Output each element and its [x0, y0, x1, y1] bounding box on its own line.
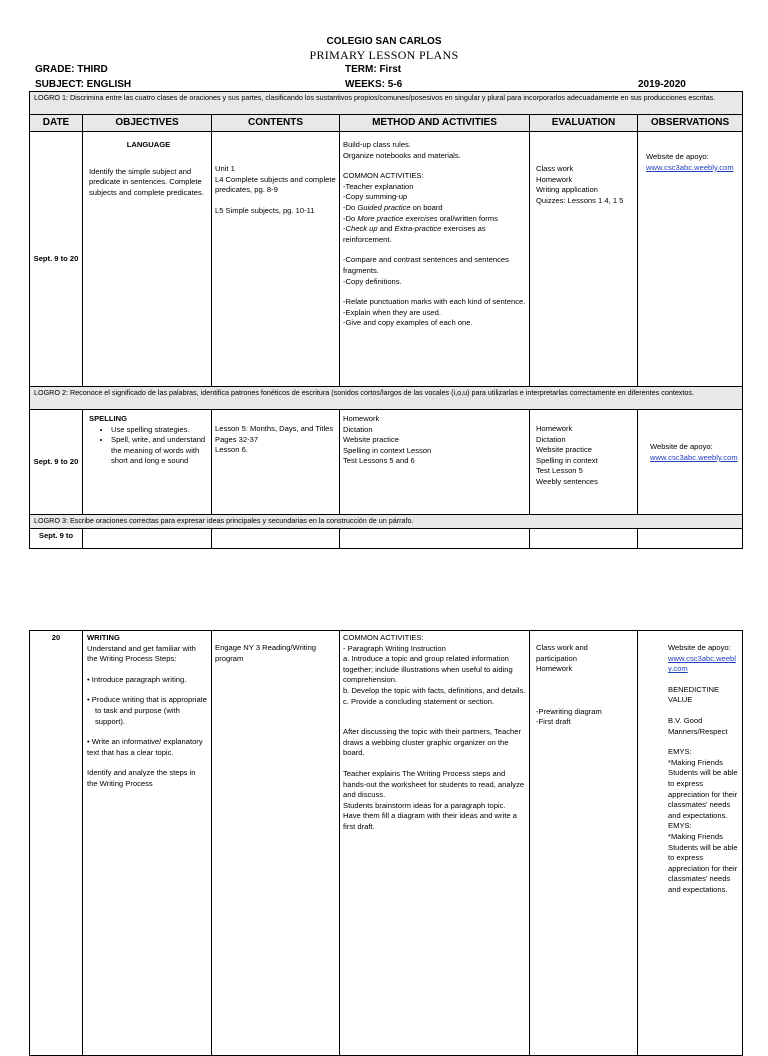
method-cell	[340, 631, 530, 1056]
evaluation-cell	[530, 132, 638, 387]
evaluation-cell	[530, 529, 638, 549]
content-line: Lesson 5: Months, Days, and Titles	[215, 424, 334, 433]
objective-item: • Write an informative/ explanatory text that has a clear topic.	[87, 737, 203, 757]
method-line: Organize notebooks and materials.	[343, 150, 461, 160]
method-cell	[340, 529, 530, 549]
evaluation-item: -Prewriting diagram	[536, 706, 602, 716]
emys-text: *Making Friends Students will be able to express appreciation for their classmates' needs and expectations.	[668, 831, 738, 894]
support-website-label: Website de apoyo:	[650, 442, 713, 451]
benedictine-value: B.V. Good Manners/Respect	[668, 715, 728, 736]
logro-3-row	[30, 515, 743, 529]
method-cell	[340, 132, 530, 387]
evaluation-item: Quizzes: Lessons 1 4, 1 5	[536, 195, 624, 205]
subject-label: SUBJECT: ENGLISH	[35, 79, 132, 90]
support-website-link[interactable]: www.csc3abc.weebly.com	[650, 452, 738, 462]
lesson-plan-table-continued	[29, 630, 743, 1056]
contents-cell	[212, 529, 340, 549]
objectives-cell	[83, 410, 212, 515]
column-header-evaluation: EVALUATION	[530, 115, 638, 132]
evaluation-item: -First draft	[536, 717, 571, 727]
contents-cell	[212, 410, 340, 515]
objective-item: • Use spelling strategies.	[111, 425, 208, 436]
observations-cell	[638, 529, 743, 549]
contents-cell	[212, 631, 340, 1056]
row-date: Sept. 9 to 20	[30, 410, 83, 515]
evaluation-item: Homework	[536, 664, 573, 674]
method-line: -Check up and Extra-practice exercises as reinforcement.	[343, 224, 486, 244]
logro-3-text: LOGRO 3: Escribe oraciones correctas para expresar ideas principales y secundarias en la construcción de un párrafo.	[30, 515, 743, 529]
method-line: Build-up class rules.	[343, 140, 411, 149]
method-line: c. Provide a concluding statement or section.	[343, 696, 495, 706]
evaluation-item: Spelling in context	[536, 455, 598, 465]
row-date: Sept. 9 to	[30, 529, 83, 549]
evaluation-item: Test Lesson 5	[536, 466, 583, 476]
emys-label: EMYS:	[668, 821, 692, 831]
column-header-row	[30, 115, 743, 132]
evaluation-item: Website practice	[536, 445, 592, 455]
content-line: Unit 1	[215, 164, 235, 173]
method-line: COMMON ACTIVITIES:	[343, 633, 424, 642]
spelling-row	[30, 410, 743, 515]
column-header-date: DATE	[30, 115, 83, 132]
benedictine-value-title: BENEDICTINE VALUE	[668, 684, 720, 705]
content-line: Pages 32-37	[215, 434, 259, 444]
method-line: COMMON ACTIVITIES:	[343, 171, 424, 181]
row-date: Sept. 9 to 20	[30, 132, 83, 387]
grade-label: GRADE: THIRD	[35, 64, 108, 75]
column-header-contents: CONTENTS	[212, 115, 340, 132]
objective-item: • Introduce paragraph writing.	[87, 674, 187, 684]
support-website-label: Website de apoyo:	[668, 643, 731, 652]
school-year: 2019-2020	[638, 79, 686, 90]
lesson-plan-table	[29, 91, 743, 549]
evaluation-item: Homework	[536, 424, 573, 433]
column-header-objectives: OBJECTIVES	[83, 115, 212, 132]
objective-list	[89, 425, 208, 467]
method-line: -Relate punctuation marks with each kind of sentence.	[343, 297, 526, 307]
objective-item: • Spell, write, and understand the meaning of words with short and long e sound	[111, 435, 208, 467]
method-line: Website practice	[343, 435, 399, 445]
evaluation-cell	[530, 410, 638, 515]
column-header-observations: OBSERVATIONS	[638, 115, 743, 132]
evaluation-cell	[530, 631, 638, 1056]
evaluation-item: Class work and participation	[536, 643, 588, 663]
method-line: b. Develop the topic with facts, definitions, and details.	[343, 685, 526, 695]
logro-1-row	[30, 92, 743, 115]
method-line: Teacher explains The Writing Process steps and hands-out the worksheet for students to read, analyze and discuss.	[343, 768, 525, 800]
method-line: -Do Guided practice on board	[343, 202, 443, 212]
method-line: -Teacher explanation	[343, 181, 414, 191]
method-line: After discussing the topic with their partners, Teacher draws a webbing cluster graphic organizer on the board.	[343, 727, 521, 758]
language-row	[30, 132, 743, 387]
term-label: TERM: First	[345, 64, 402, 75]
writing-row	[30, 631, 743, 1056]
logro-2-row	[30, 387, 743, 410]
support-website-link[interactable]: www.csc3abc.weebly.com	[646, 162, 734, 172]
objective-text: Understand and get familiar with the Writing Process Steps:	[87, 643, 196, 664]
method-line: Test Lessons 5 and 6	[343, 456, 415, 466]
content-line: L4 Complete subjects and complete predicates, pg. 8-9	[215, 174, 336, 195]
method-line: -Explain when they are used.	[343, 307, 441, 317]
row-date: 20	[30, 631, 83, 1056]
method-line: Spelling in context Lesson	[343, 445, 432, 455]
writing-row-start	[30, 529, 743, 549]
evaluation-item: Dictation	[536, 434, 566, 444]
content-line: L5 Simple subjects, pg. 10-11	[215, 205, 315, 215]
weeks-label: WEEKS: 5-6	[345, 79, 403, 90]
school-name: COLEGIO SAN CARLOS	[326, 36, 442, 47]
evaluation-item: Weebly sentences	[536, 476, 598, 486]
emys-label: EMYS:	[668, 747, 692, 757]
observations-cell	[638, 132, 743, 387]
support-website-label: Website de apoyo:	[646, 152, 709, 161]
method-cell	[340, 410, 530, 515]
method-line: -Do More practice exercises oral/written forms	[343, 213, 498, 223]
logro-2-text: LOGRO 2: Reconoce el significado de las palabras, identifica patrones fonéticos de escritura (sonidos cortos/largos de las vocales (i,o,u) para utilizarlas e interpretarlas correctamente en diferentes contextos.	[30, 387, 743, 410]
objectives-cell	[83, 132, 212, 387]
method-line: Students brainstorm ideas for a paragraph topic.	[343, 800, 506, 810]
observations-cell	[638, 410, 743, 515]
column-header-method: METHOD AND ACTIVITIES	[340, 115, 530, 132]
method-line: Have them fill a diagram with their ideas and write a first draft.	[343, 811, 517, 831]
method-line: -Compare and contrast sentences and sentences fragments.	[343, 255, 509, 275]
method-line: -Copy summing-up	[343, 192, 408, 202]
objectives-cell	[83, 631, 212, 1056]
emys-text: *Making Friends Students will be able to express appreciation for their classmates' needs and expectations.	[668, 757, 738, 820]
method-line: - Paragraph Writing Instruction	[343, 643, 446, 653]
objective-text: Identify the simple subject and predicate in sentences. Complete subjects and complete predicates.	[89, 166, 204, 197]
observations-cell	[638, 631, 743, 1056]
method-line: a. Introduce a topic and group related information together; include illustrations when useful to aiding comprehension.	[343, 654, 513, 685]
contents-cell	[212, 132, 340, 387]
objectives-cell	[83, 529, 212, 549]
content-line: Engage NY 3 Reading/Writing program	[215, 643, 317, 663]
evaluation-item: Homework	[536, 174, 573, 184]
support-website-link[interactable]: www.csc3abc.weebly.com	[668, 653, 736, 674]
section-label: LANGUAGE	[126, 140, 171, 149]
method-line: Dictation	[343, 424, 373, 434]
evaluation-item: Writing application	[536, 185, 598, 195]
document-title: PRIMARY LESSON PLANS	[309, 48, 459, 62]
objective-item: Identify and analyze the steps in the Writing Process	[87, 768, 196, 788]
method-line: Homework	[343, 414, 380, 423]
objective-item: • Produce writing that is appropriate to task and purpose (with support).	[87, 695, 208, 726]
method-line: -Copy definitions.	[343, 276, 402, 286]
section-label: WRITING	[87, 633, 120, 642]
method-line: -Give and copy examples of each one.	[343, 318, 473, 328]
content-line: Lesson 6.	[215, 445, 248, 455]
logro-1-text: LOGRO 1: Discrimina entre las cuatro clases de oraciones y sus partes, clasificando los sustantivos propios/comunes/posesivos en singular y plural para incorporarlos adecuadamente en sus producciones escritas.	[30, 92, 743, 115]
section-label: SPELLING	[89, 414, 127, 423]
evaluation-item: Class work	[536, 164, 574, 173]
